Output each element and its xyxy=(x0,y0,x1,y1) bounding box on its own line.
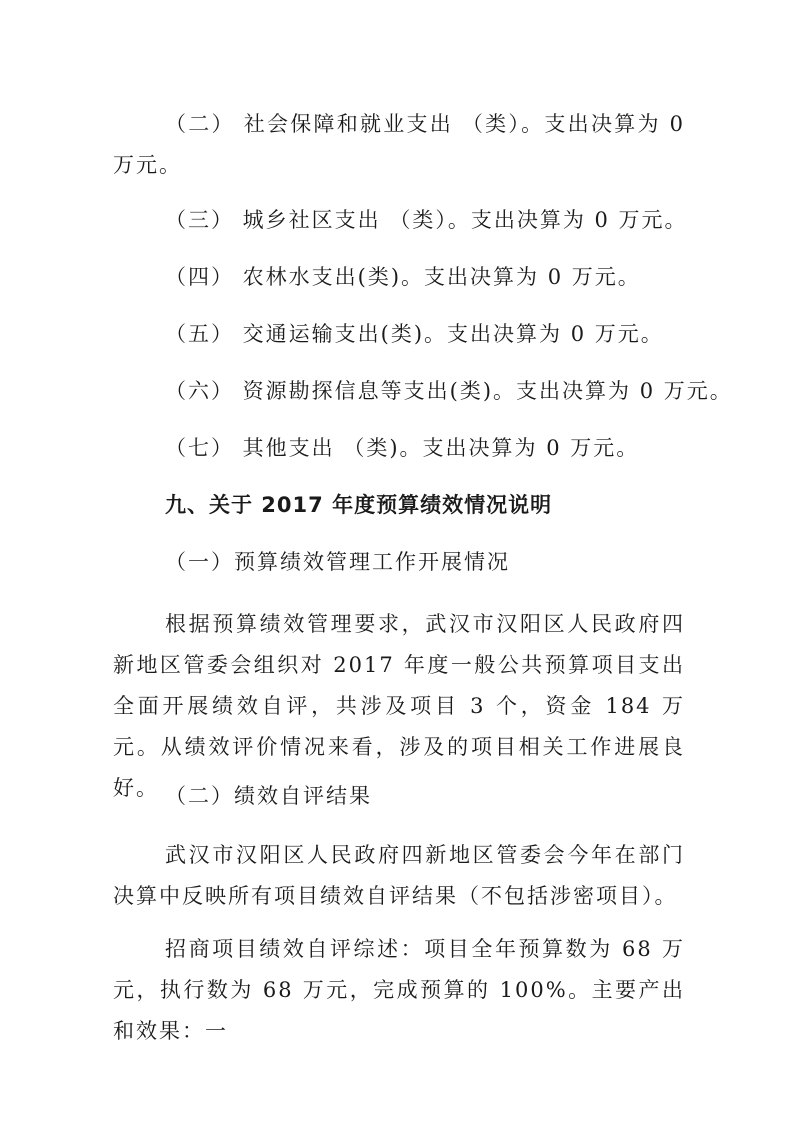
paragraph-transport-expenditure: （五） 交通运输支出(类)。支出决算为 0 万元。 xyxy=(165,322,664,346)
subsection-one-body: 根据预算绩效管理要求，武汉市汉阳区人民政府四新地区管委会组织对 2017 年度一般公共预算项目支出全面开展绩效自评，共涉及项目 3 个，资金 184 万元。从绩效评价情况来看，涉及的项目相关工作进展良好。 xyxy=(113,612,685,800)
investment-project-summary: 招商项目绩效自评综述：项目全年预算数为 68 万元，执行数为 68 万元，完成预算的 100%。主要产出和效果：一 xyxy=(113,937,685,1043)
paragraph-resources-expenditure: （六） 资源勘探信息等支出(类)。支出决算为 0 万元。 xyxy=(165,379,733,403)
section-nine-heading: 九、关于 2017 年度预算绩效情况说明 xyxy=(165,493,553,517)
subsection-two-heading: （二）绩效自评结果 xyxy=(165,784,372,808)
subsection-two-body: 武汉市汉阳区人民政府四新地区管委会今年在部门决算中反映所有项目绩效自评结果（不包括涉密项目）。 xyxy=(113,843,685,908)
paragraph-urban-rural-expenditure: （三） 城乡社区支出 （类）。支出决算为 0 万元。 xyxy=(165,208,688,232)
paragraph-other-expenditure: （七） 其他支出 （类)。支出决算为 0 万元。 xyxy=(165,436,640,460)
subsection-one-heading: （一）预算绩效管理工作开展情况 xyxy=(165,550,510,574)
paragraph-social-security-expenditure: （二） 社会保障和就业支出 （类）。支出决算为 0 万元。 xyxy=(113,112,685,177)
paragraph-agriculture-expenditure: （四） 农林水支出(类)。支出决算为 0 万元。 xyxy=(165,265,641,289)
